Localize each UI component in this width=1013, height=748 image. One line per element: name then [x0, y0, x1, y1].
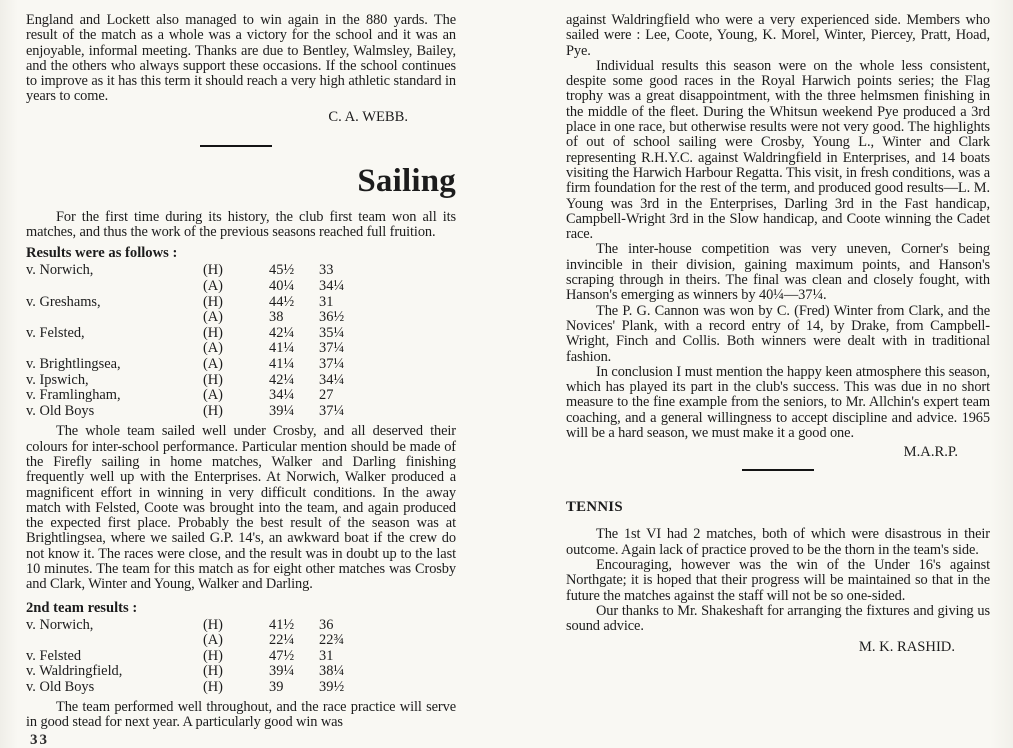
venue-cell: (A) — [203, 387, 223, 404]
table-row — [26, 373, 456, 389]
venue-cell: (A) — [203, 355, 223, 372]
tennis-first-vi-paragraph: The 1st VI had 2 matches, both of which were disastrous in their outcome. Again lack of practice proved to be the thorn in the team's side. — [566, 526, 990, 558]
venue-cell: (A) — [203, 632, 223, 649]
table-row — [26, 633, 456, 649]
second-team-closing-paragraph: The team performed well throughout, and the race practice will serve in good stead for next year. A particularly good win was — [26, 698, 456, 730]
tennis-under16-paragraph: Encouraging, however was the win of the Under 16's against Northgate; it is hoped that their progress will be maintained so that in the future the matches against the staff will not be so one-sided. — [566, 556, 990, 604]
sailing-signature: M.A.R.P. — [903, 444, 958, 461]
athletics-signature: C. A. WEBB. — [328, 108, 408, 125]
venue-cell: (H) — [203, 663, 223, 680]
score-against-cell: 36 — [319, 616, 334, 633]
table-row — [26, 326, 456, 342]
season-summary-paragraph: The whole team sailed well under Crosby, and all deserved their colours for inter-school performance. Particular mention should be made of the Firefly sailing in home matches, Walker and Darling finishing frequently well up with the Enterprises. At Norwich, Walker produced a magnificent effort in winning in very difficult conditions. In the away match with Felsted, Coote was brought into the team, and again produced the expected first place. Probably the best result of the season was at Brightlingsea, where we sailed G.P. 14's, an awkward boat if the crew do not know it. The races were close, and the result was in doubt up to the last 10 minutes. The team for this match as for eight other matches was Crosby and Clark, Winter and Young, Walker and Darling. — [26, 423, 456, 593]
score-against-cell: 34¼ — [319, 371, 345, 388]
sailing-continued-paragraph: against Waldringfield who were a very experienced side. Members who sailed were : Lee, Coote, Young, K. Morel, Winter, Piercey, Pratt, Hoad, Pye. — [566, 12, 990, 59]
score-against-cell: 37¼ — [319, 402, 345, 419]
second-team-results-table — [26, 618, 456, 696]
table-row — [26, 618, 456, 634]
score-for-cell: 42¼ — [269, 324, 295, 341]
opponent-cell — [26, 279, 203, 295]
tennis-thanks-paragraph: Our thanks to Mr. Shakeshaft for arranging the fixtures and giving us sound advice. — [566, 602, 990, 635]
opponent-cell — [26, 310, 203, 326]
table-row — [26, 310, 456, 326]
score-for-cell: 39¼ — [269, 663, 295, 680]
venue-cell: (A) — [203, 309, 223, 326]
opponent-cell: v. Felsted, — [26, 324, 85, 341]
venue-cell: (H) — [203, 402, 223, 419]
venue-cell: (H) — [203, 647, 223, 664]
sailing-section-title: Sailing — [357, 162, 456, 199]
score-for-cell: 40¼ — [269, 277, 295, 294]
opponent-cell: v. Waldringfield, — [26, 663, 123, 680]
opponent-cell: v. Norwich, — [26, 616, 94, 633]
opponent-cell: v. Greshams, — [26, 293, 101, 310]
score-against-cell: 38¼ — [319, 663, 345, 680]
score-against-cell: 27 — [319, 387, 334, 404]
opponent-cell: v. Norwich, — [26, 262, 94, 279]
inter-house-paragraph: The inter-house competition was very uneven, Corner's being invincible in their division, gaining maximum points, and Hanson's scraping through in theirs. The final was clean and closely fought, with Hanson's emerging as winners by 40¼—37¼. — [566, 241, 990, 304]
score-against-cell: 34¼ — [319, 277, 345, 294]
first-team-results-heading: Results were as follows : — [26, 245, 178, 262]
table-row — [26, 341, 456, 357]
score-for-cell: 39 — [269, 678, 284, 695]
table-row — [26, 279, 456, 295]
opponent-cell: v. Old Boys — [26, 678, 95, 695]
venue-cell: (H) — [203, 262, 223, 279]
table-row — [26, 357, 456, 373]
pg-cannon-paragraph: The P. G. Cannon was won by C. (Fred) Winter from Clark, and the Novices' Plank, with a record entry of 14, by Drake, from Campbell-Wright, Finch and Collis. Both winners were dealt with in traditional fashion. — [566, 302, 990, 365]
individual-results-paragraph: Individual results this season were on the whole less consistent, despite some good races in the Royal Harwich points series; the Flag trophy was a great disappointment, with the three helmsmen finishing in the middle of the fleet. During the Whitsun weekend Pye produced a 3rd place in one race, but otherwise results were not very good. The highlights of out of school sailing were Crosby, Young L., Winter and Clark representing R.H.Y.C. against Waldringfield in Enterprises, and 14 boats visiting the Harwich Harbour Regatta. This visit, in fresh conditions, was a firm foundation for the rest of the term, and produced good results—L. M. Young was 3rd in the Enterprises, Darling 3rd in the Fast handicap, Campbell-Wright 3rd in the Slow handicap, and Coote winning the Cadet race. — [566, 57, 990, 243]
table-row — [26, 664, 456, 680]
first-team-results-table — [26, 263, 456, 419]
sailing-intro-paragraph: For the first time during its history, the club first team won all its matches, and thus the work of the previous seasons reached full fruition. — [26, 208, 456, 241]
venue-cell: (H) — [203, 678, 223, 695]
score-for-cell: 45½ — [269, 262, 295, 279]
venue-cell: (H) — [203, 616, 223, 633]
score-for-cell: 41¼ — [269, 355, 295, 372]
opponent-cell: v. Framlingham, — [26, 387, 121, 404]
conclusion-paragraph: In conclusion I must mention the happy keen atmosphere this season, which has played its part in the club's success. This was due in no short measure to the fine example from the seniors, to Mr. Allchin's expert team coaching, and a general willingness to accept discipline and advice. 1965 will be a hard season, we must make it a good one. — [566, 363, 990, 442]
score-for-cell: 39¼ — [269, 402, 295, 419]
score-against-cell: 37¼ — [319, 355, 345, 372]
score-against-cell: 37¼ — [319, 340, 345, 357]
section-divider-rule — [200, 145, 272, 147]
section-divider-rule — [742, 469, 814, 471]
right-column — [566, 0, 990, 655]
score-for-cell: 42¼ — [269, 371, 295, 388]
score-against-cell: 31 — [319, 293, 334, 310]
table-row — [26, 388, 456, 404]
score-for-cell: 38 — [269, 309, 284, 326]
score-against-cell: 39½ — [319, 678, 345, 695]
venue-cell: (H) — [203, 324, 223, 341]
venue-cell: (A) — [203, 277, 223, 294]
score-for-cell: 44½ — [269, 293, 295, 310]
opponent-cell: v. Ipswich, — [26, 371, 89, 388]
second-team-results-heading: 2nd team results : — [26, 599, 138, 616]
score-against-cell: 33 — [319, 262, 334, 279]
table-row — [26, 649, 456, 665]
tennis-section-heading: TENNIS — [566, 499, 623, 516]
table-row — [26, 404, 456, 420]
table-row — [26, 680, 456, 696]
score-for-cell: 34¼ — [269, 387, 295, 404]
score-for-cell: 41½ — [269, 616, 295, 633]
venue-cell: (H) — [203, 371, 223, 388]
opponent-cell: v. Felsted — [26, 647, 82, 664]
venue-cell: (H) — [203, 293, 223, 310]
score-for-cell: 47½ — [269, 647, 295, 664]
tennis-signature: M. K. RASHID. — [858, 639, 955, 656]
left-column — [26, 0, 456, 730]
score-against-cell: 31 — [319, 647, 334, 664]
score-for-cell: 41¼ — [269, 340, 295, 357]
table-row — [26, 263, 456, 279]
opponent-cell: v. Brightlingsea, — [26, 355, 121, 372]
score-for-cell: 22¼ — [269, 632, 295, 649]
score-against-cell: 22¾ — [319, 632, 345, 649]
opponent-cell — [26, 633, 203, 649]
athletics-closing-paragraph: England and Lockett also managed to win again in the 880 yards. The result of the match as a whole was a victory for the school and it was an enjoyable, informal meeting. Thanks are due to Bentley, Walmsley, Bailey, and the others who always support these occasions. If the school continues to improve as it has this term it should reach a very high athletic standard in years to come. — [26, 12, 456, 105]
opponent-cell — [26, 341, 203, 357]
page-number-partial: 33 — [30, 732, 49, 748]
score-against-cell: 35¼ — [319, 324, 345, 341]
opponent-cell: v. Old Boys — [26, 402, 95, 419]
score-against-cell: 36½ — [319, 309, 345, 326]
table-row — [26, 295, 456, 311]
venue-cell: (A) — [203, 340, 223, 357]
